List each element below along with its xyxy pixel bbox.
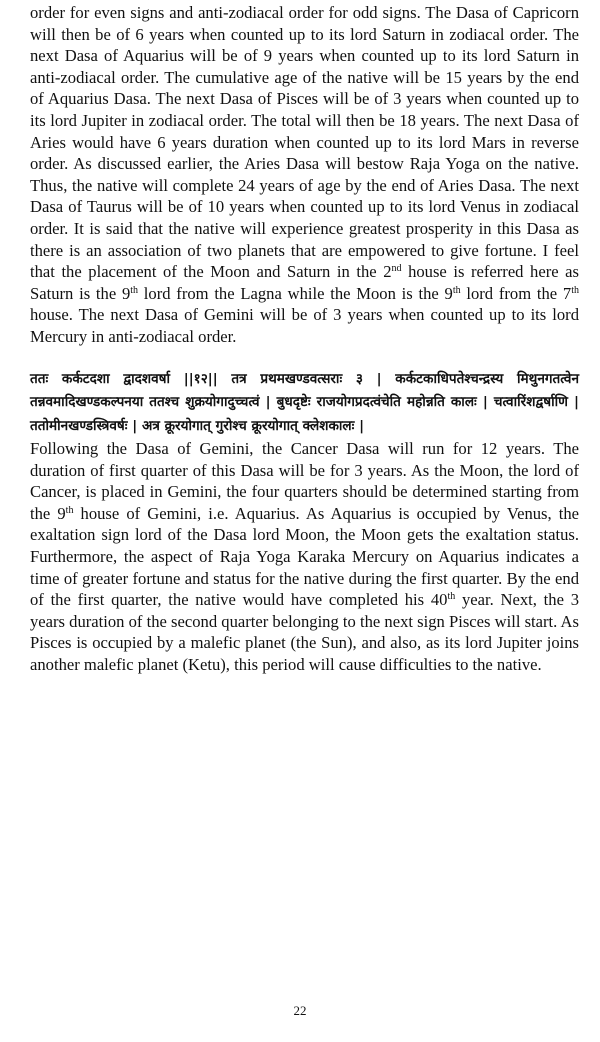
text-segment: lord from the Lagna while the Moon is the 9 — [138, 283, 453, 303]
page-body — [30, 2, 579, 676]
paragraph-2 — [30, 438, 579, 676]
text-segment: house is referred here as Saturn is the 9 — [30, 262, 579, 303]
ordinal-suffix: th — [65, 504, 74, 516]
text-segment: year. Next, the 3 years duration of the second quarter belonging to the next sign Pisces will start. As Pisces is occupied by a malefic planet (the Sun), and also, as its lord Jupiter joins another malefic planet (Ketu), this period will cause difficulties to the native. — [30, 590, 579, 674]
sanskrit-verse: ततः कर्कटदशा द्वादशवर्षा ||१२|| तत्र प्रथमखण्डवत्सराः ३ | कर्कटकाधिपतेश्चन्द्रस्य मिथुनगतत्वेन तन्नवमादिखण्डकल्पनया ततश्च शुक्रयोगादुच्चत्वं | बुधदृष्टेः राजयोगप्रदत्वंचेति महोन्नति कालः | चत्वारिंशद्वर्षाणि | ततोमीनखण्डस्त्रिवर्षः | अत्र क्रूरयोगात् गुरोश्च क्रूरयोगात् क्लेशकालः | — [30, 370, 579, 434]
text-segment: lord from the 7 — [460, 283, 572, 303]
ordinal-suffix: th — [130, 284, 139, 296]
text-segment: Following the Dasa of Gemini, the Cancer Dasa will run for 12 years. The duration of first quarter of this Dasa will be for 3 years. As the Moon, the lord of Cancer, is placed in Gemini, the four quarters should be determined starting from the 9 — [30, 439, 579, 523]
page-number: 22 — [293, 1003, 307, 1018]
text-segment: house. The next Dasa of Gemini will be of 3 years when counted up to its lord Mercury in anti-zodiacal order. — [30, 305, 579, 346]
ordinal-suffix: nd — [391, 263, 402, 275]
text-segment: house of Gemini, i.e. Aquarius. As Aquarius is occupied by Venus, the exaltation sign lord of the Dasa lord Moon, the Moon gets the exaltation status. Furthermore, the aspect of Raja Yoga Karaka Mercury on Aquarius indicates a time of greater fortune and status for the native during the first quarter. By the end of the first quarter, the native would have completed his 40 — [30, 503, 580, 610]
paragraph-1 — [30, 2, 579, 348]
ordinal-suffix: th — [447, 591, 456, 603]
ordinal-suffix: th — [571, 284, 580, 296]
ordinal-suffix: th — [452, 284, 461, 296]
text-segment: order for even signs and anti-zodiacal order for odd signs. The Dasa of Capricorn will then be of 6 years when counted up to its lord Saturn in zodiacal order. The next Dasa of Aquarius will be of 9 years when counted up to its lord Saturn in anti-zodiacal order. The cumulative age of the native will be 15 years by the end of Aquarius Dasa. The next Dasa of Pisces will be of 3 years when counted up to its lord Jupiter in zodiacal order. The total will then be 18 years. The next Dasa of Aries would have 6 years duration when counted up to its lord Mars in reverse order. As discussed earlier, the Aries Dasa will bestow Raja Yoga on the native. Thus, the native will complete 24 years of age by the end of Aries Dasa. The next Dasa of Taurus will be of 10 years when counted up to its lord Venus in zodiacal order. It is said that the native will experience greatest prosperity in this Dasa as there is an association of two planets that are empowered to give fortune. I feel that the placement of the Moon and Saturn in the 2 — [30, 3, 579, 282]
